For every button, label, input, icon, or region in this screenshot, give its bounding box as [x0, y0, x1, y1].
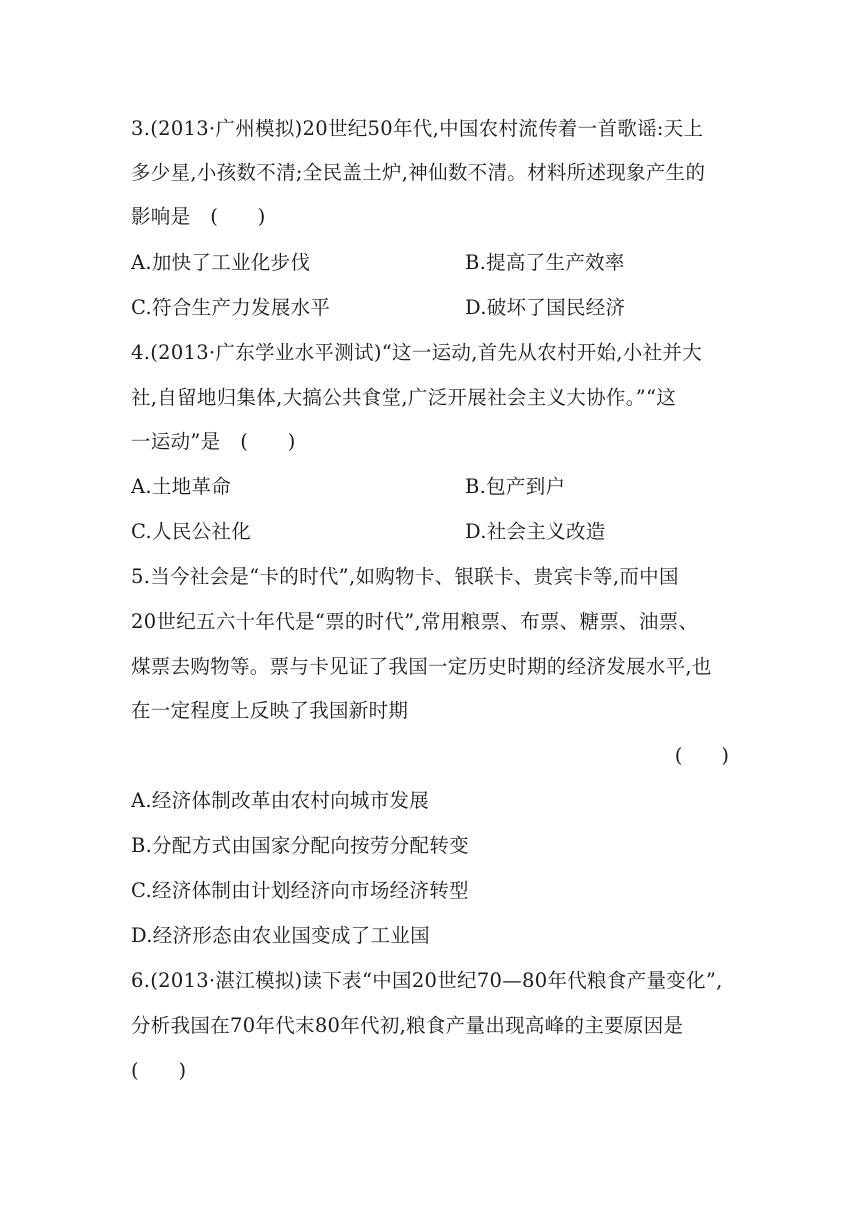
q5-line-4: 在一定程度上反映了我国新时期 [131, 699, 409, 722]
q5-line-1: 5.当今社会是“卡的时代”,如购物卡、银联卡、贵宾卡等,而中国 [131, 565, 679, 588]
q4-line-3: 一运动”是 ( ) [131, 430, 296, 453]
q3-option-c: C.符合生产力发展水平 [131, 296, 331, 319]
q5-option-d: D.经济形态由农业国变成了工业国 [131, 924, 430, 947]
q4-option-a: A.土地革命 [131, 475, 232, 498]
q4-option-b: B.包产到户 [465, 475, 566, 498]
q4-line-1: 4.(2013·广东学业水平测试)“这一运动,首先从农村开始,小社并大 [131, 341, 703, 364]
q4-option-c: C.人民公社化 [131, 520, 252, 543]
q3-option-a: A.加快了工业化步伐 [131, 251, 311, 274]
q3-option-d: D.破坏了国民经济 [465, 296, 626, 319]
q3-option-b: B.提高了生产效率 [465, 251, 625, 274]
q3-line-3: 影响是 ( ) [131, 205, 266, 228]
q3-line-1: 3.(2013·广州模拟)20世纪50年代,中国农村流传着一首歌谣:天上 [131, 117, 704, 140]
q5-line-3: 煤票去购物等。票与卡见证了我国一定历史时期的经济发展水平,也 [131, 655, 712, 678]
q3-line-2: 多少星,小孩数不清;全民盖土炉,神仙数不清。材料所述现象产生的 [131, 161, 706, 184]
q5-option-a: A.经济体制改革由农村向城市发展 [131, 789, 430, 812]
q5-line-2: 20世纪五六十年代是“票的时代”,常用粮票、布票、糖票、油票、 [131, 610, 699, 633]
q5-option-b: B.分配方式由国家分配向按劳分配转变 [131, 834, 469, 857]
q4-option-d: D.社会主义改造 [465, 520, 606, 543]
q4-line-2: 社,自留地归集体,大搞公共食堂,广泛开展社会主义大协作。”“这 [131, 386, 677, 409]
q6-line-3: ( ) [131, 1059, 187, 1082]
q5-answer-paren: ( ) [674, 744, 729, 767]
q6-line-2: 分析我国在70年代末80年代初,粮食产量出现高峰的主要原因是 [131, 1014, 684, 1037]
q6-line-1: 6.(2013·湛江模拟)读下表“中国20世纪70—80年代粮食产量变化”, [131, 969, 723, 992]
q5-option-c: C.经济体制由计划经济向市场经济转型 [131, 879, 469, 902]
